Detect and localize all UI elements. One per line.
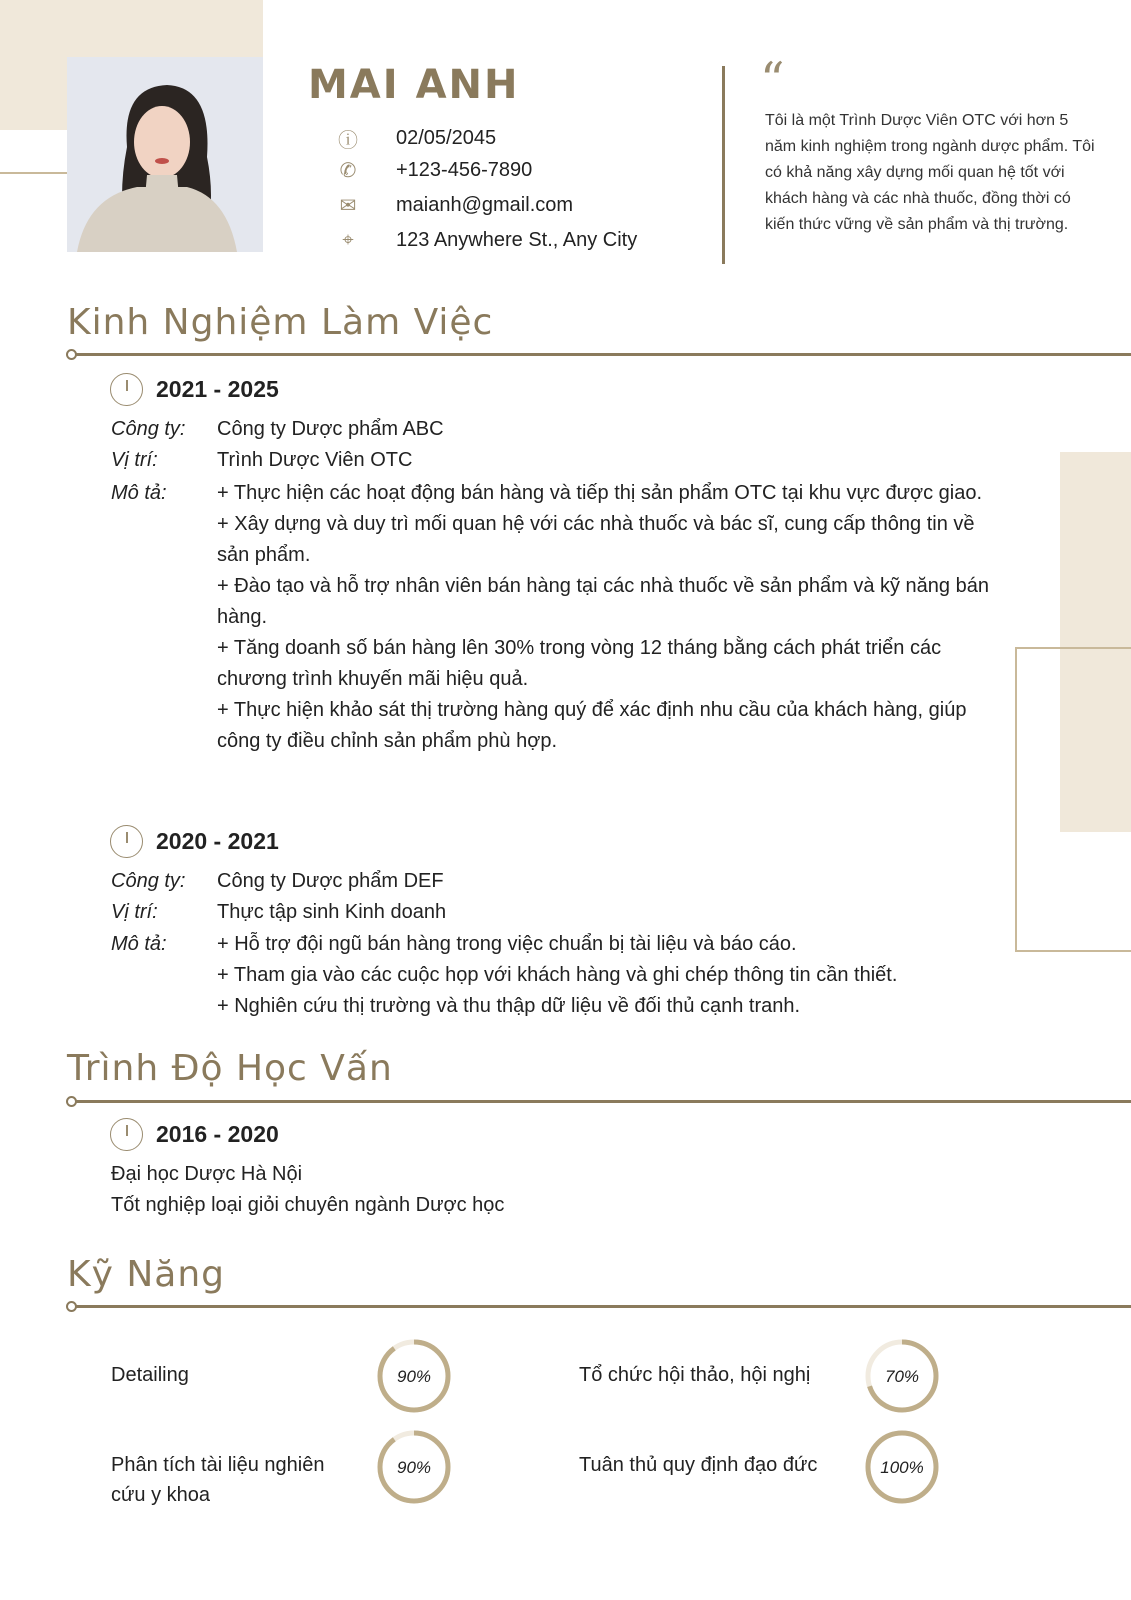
value: Trình Dược Viên OTC (217, 449, 413, 471)
value: Công ty Dược phẩm ABC (217, 418, 444, 440)
skill-name: Detailing (111, 1364, 189, 1386)
value: Thực tập sinh Kinh doanh (217, 901, 447, 923)
phone-icon: ✆ (339, 159, 357, 182)
period-text: 2020 - 2021 (156, 828, 279, 854)
bullet: + Đào tạo và hỗ trợ nhân viên bán hàng tại các nhà thuốc về sản phẩm và kỹ năng bán hàng. (217, 575, 989, 628)
label: Vị trí: (111, 901, 158, 923)
skill-name: Phân tích tài liệu nghiên cứu y khoa (111, 1454, 325, 1506)
skill-percent: 100% (880, 1458, 924, 1477)
bullet: + Nghiên cứu thị trường và thu thập dữ liệu về đối thủ cạnh tranh. (217, 995, 801, 1017)
skill-name: Tổ chức hội thảo, hội nghị (579, 1364, 811, 1386)
contact-email (330, 190, 690, 220)
decor-frame-right (1015, 647, 1131, 952)
period-text: 2021 - 2025 (156, 376, 279, 402)
label: Công ty: (111, 870, 186, 892)
job-position (111, 897, 1007, 928)
job-position (111, 445, 1007, 476)
divider-vertical (722, 66, 725, 264)
profile-photo (67, 57, 263, 252)
mail-icon: ✉ (339, 194, 357, 217)
label: Mô tả: (111, 933, 167, 955)
education-school (111, 1159, 302, 1190)
education-period (110, 1118, 279, 1151)
section-dot (66, 349, 77, 360)
job-description (111, 478, 997, 757)
bullet: + Tham gia vào các cuộc họp với khách hàng và ghi chép thông tin cần thiết. (217, 964, 898, 986)
bullet: + Xây dựng và duy trì mối quan hệ với các nhà thuốc và bác sĩ, cung cấp thông tin về sản phẩm. (217, 513, 975, 566)
section-divider (72, 1100, 1131, 1103)
period-text: 2016 - 2020 (156, 1121, 279, 1147)
candidate-name: MAI ANH (308, 62, 520, 108)
skill-name: Tuân thủ quy định đạo đức (579, 1454, 818, 1476)
education-detail (111, 1190, 504, 1221)
job-description (111, 929, 1007, 1022)
skill-ring (376, 1338, 452, 1414)
experience-title: Kinh Nghiệm Làm Việc (67, 302, 494, 343)
clock-icon (110, 373, 143, 406)
skill-ring (864, 1429, 940, 1505)
location-icon: ⌖ (342, 228, 354, 251)
section-dot (66, 1096, 77, 1107)
bullet: + Hỗ trợ đội ngũ bán hàng trong việc chuẩn bị tài liệu và báo cáo. (217, 933, 797, 955)
contact-phone (330, 155, 690, 185)
bullet: + Thực hiện các hoạt động bán hàng và tiếp thị sản phẩm OTC tại khu vực được giao. (217, 482, 983, 504)
contact-address (330, 225, 690, 255)
address-text: 123 Anywhere St., Any City (396, 228, 638, 251)
label: Công ty: (111, 418, 186, 440)
clock-icon (110, 825, 143, 858)
value: Công ty Dược phẩm DEF (217, 870, 444, 892)
skill-ring (376, 1429, 452, 1505)
job-company (111, 414, 1007, 445)
skill-percent: 90% (396, 1458, 432, 1477)
dob-text: 02/05/2045 (396, 126, 497, 149)
label: Vị trí: (111, 449, 158, 471)
bullet: + Thực hiện khảo sát thị trường hàng quý để xác định nhu cầu của khách hàng, giúp công ty điều chỉnh sản phẩm phù hợp. (217, 699, 967, 752)
bullet: + Tăng doanh số bán hàng lên 30% trong vòng 12 tháng bằng cách phát triển các chương trình khuyến mãi hiệu quả. (217, 637, 942, 690)
job-company (111, 866, 1007, 897)
education-title: Trình Độ Học Vấn (67, 1048, 393, 1089)
school-text: Đại học Dược Hà Nội (111, 1163, 303, 1185)
section-divider (72, 353, 1131, 356)
quote-icon: “ (760, 52, 785, 108)
skill-percent: 70% (884, 1367, 920, 1386)
job-period (110, 825, 279, 858)
skill-percent: 90% (396, 1367, 432, 1386)
skill-ring (864, 1338, 940, 1414)
section-dot (66, 1301, 77, 1312)
info-icon: ⓘ (338, 129, 358, 152)
job-period (110, 373, 279, 406)
decor-line-left (0, 172, 68, 174)
email-link[interactable]: maianh@gmail.com (396, 193, 574, 216)
contact-dob (330, 123, 690, 153)
label: Mô tả: (111, 482, 167, 504)
about-text: Tôi là một Trình Dược Viên OTC với hơn 5 năm kinh nghiệm trong ngành dược phẩm. Tôi có khả năng xây dựng mối quan hệ tốt với khách hàng và các nhà thuốc, đồng thời có kiến thức vững về sản phẩm và thị trường. (765, 112, 1095, 233)
section-divider (72, 1305, 1131, 1308)
detail-text: Tốt nghiệp loại giỏi chuyên ngành Dược học (111, 1194, 505, 1216)
clock-icon (110, 1118, 143, 1151)
phone-text: +123-456-7890 (396, 158, 533, 181)
skills-title: Kỹ Năng (67, 1254, 226, 1295)
